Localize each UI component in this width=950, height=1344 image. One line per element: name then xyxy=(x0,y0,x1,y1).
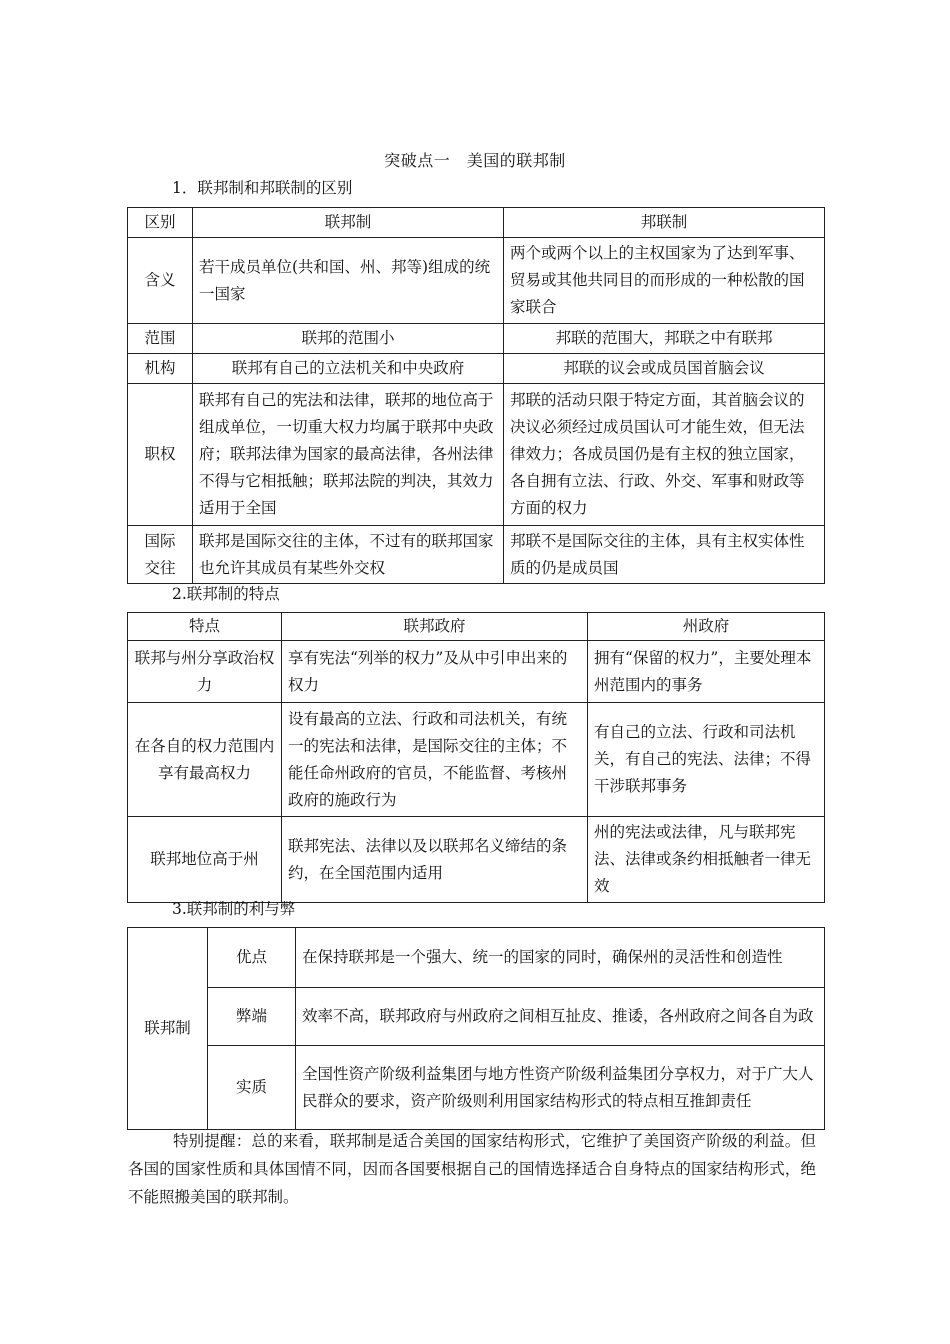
table-row xyxy=(128,354,825,384)
table-cell: 拥有“保留的权力”，主要处理本州范围内的事务 xyxy=(588,641,825,703)
table-cell: 全国性资产阶级利益集团与地方性资产阶级利益集团分享权力，对于广大人民群众的要求，资产阶级则利用国家结构形式的特点相互推卸责任 xyxy=(296,1046,825,1130)
table-cell: 联邦有自己的宪法和法律，联邦的地位高于组成单位，一切重大权力均属于联邦中央政府；联邦法律为国家的最高法律，各州法律不得与它相抵触；联邦法院的判决，其效力适用于全国 xyxy=(193,384,504,526)
table-header-cell: 联邦政府 xyxy=(282,613,588,641)
section-heading-2: 2.联邦制的特点 xyxy=(172,585,280,603)
table-cell: 邦联的议会或成员国首脑会议 xyxy=(504,354,825,384)
table-cell: 设有最高的立法、行政和司法机关，有统一的宪法和法律，是国际交往的主体；不能任命州政府的官员，不能监督、考核州政府的施政行为 xyxy=(282,703,588,817)
table-header-cell: 邦联制 xyxy=(504,208,825,238)
row-label: 弊端 xyxy=(208,988,296,1046)
row-label: 实质 xyxy=(208,1046,296,1130)
table-header-cell: 州政府 xyxy=(588,613,825,641)
table-cell: 有自己的立法、行政和司法机关，有自己的宪法、法律；不得干涉联邦事务 xyxy=(588,703,825,817)
table-cell: 两个或两个以上的主权国家为了达到军事、贸易或其他共同目的而形成的一种松散的国家联合 xyxy=(504,238,825,324)
row-label: 联邦与州分享政治权力 xyxy=(128,641,282,703)
row-label: 含义 xyxy=(128,238,193,324)
row-label: 机构 xyxy=(128,354,193,384)
row-group-label: 联邦制 xyxy=(128,928,208,1130)
table-row xyxy=(128,526,825,584)
table-row xyxy=(128,238,825,324)
row-label: 职权 xyxy=(128,384,193,526)
table-header-row xyxy=(128,208,825,238)
table-cell: 邦联的范围大，邦联之中有联邦 xyxy=(504,324,825,354)
table-header-row xyxy=(128,613,825,641)
section-heading-1: 1．联邦制和邦联制的区别 xyxy=(172,179,353,197)
table-header-cell: 特点 xyxy=(128,613,282,641)
table-row xyxy=(128,928,825,988)
table-header-cell: 联邦制 xyxy=(193,208,504,238)
table-cell: 邦联不是国际交往的主体，具有主权实体性质的仍是成员国 xyxy=(504,526,825,584)
table-cell: 邦联的活动只限于特定方面，其首脑会议的决议必须经过成员国认可才能生效，但无法律效力；各成员国仍是有主权的独立国家，各自拥有立法、行政、外交、军事和财政等方面的权力 xyxy=(504,384,825,526)
special-note-paragraph: 特别提醒：总的来看，联邦制是适合美国的国家结构形式，它维护了美国资产阶级的利益。但各国的国家性质和具体国情不同，因而各国要根据自己的国情选择适合自身特点的国家结构形式，绝不能照搬美国的联邦制。 xyxy=(128,1132,816,1206)
row-label: 国际交往 xyxy=(128,526,193,584)
table-pros-cons xyxy=(127,927,825,1130)
table-row xyxy=(128,988,825,1046)
section-heading-3: 3.联邦制的利与弊 xyxy=(172,900,296,918)
table-row xyxy=(128,324,825,354)
table-cell: 联邦是国际交往的主体，不过有的联邦国家也允许其成员有某些外交权 xyxy=(193,526,504,584)
row-label: 范围 xyxy=(128,324,193,354)
table-cell: 联邦的范围小 xyxy=(193,324,504,354)
table-row xyxy=(128,817,825,903)
table-cell: 联邦宪法、法律以及以联邦名义缔结的条约，在全国范围内适用 xyxy=(282,817,588,903)
row-label: 优点 xyxy=(208,928,296,988)
table-cell: 联邦有自己的立法机关和中央政府 xyxy=(193,354,504,384)
page-title: 突破点一 美国的联邦制 xyxy=(384,151,566,170)
table-header-cell: 区别 xyxy=(128,208,193,238)
table-cell: 若干成员单位(共和国、州、邦等)组成的统一国家 xyxy=(193,238,504,324)
table-row xyxy=(128,641,825,703)
row-label: 在各自的权力范围内享有最高权力 xyxy=(128,703,282,817)
table-row xyxy=(128,703,825,817)
table-cell: 在保持联邦是一个强大、统一的国家的同时，确保州的灵活性和创造性 xyxy=(296,928,825,988)
row-label: 联邦地位高于州 xyxy=(128,817,282,903)
table-row xyxy=(128,1046,825,1130)
table-cell: 效率不高，联邦政府与州政府之间相互扯皮、推诿，各州政府之间各自为政 xyxy=(296,988,825,1046)
table-cell: 享有宪法“列举的权力”及从中引申出来的权力 xyxy=(282,641,588,703)
table-federation-vs-confederation xyxy=(127,207,825,584)
table-row xyxy=(128,384,825,526)
table-cell: 州的宪法或法律，凡与联邦宪法、法律或条约相抵触者一律无效 xyxy=(588,817,825,903)
table-federal-features xyxy=(127,612,825,903)
